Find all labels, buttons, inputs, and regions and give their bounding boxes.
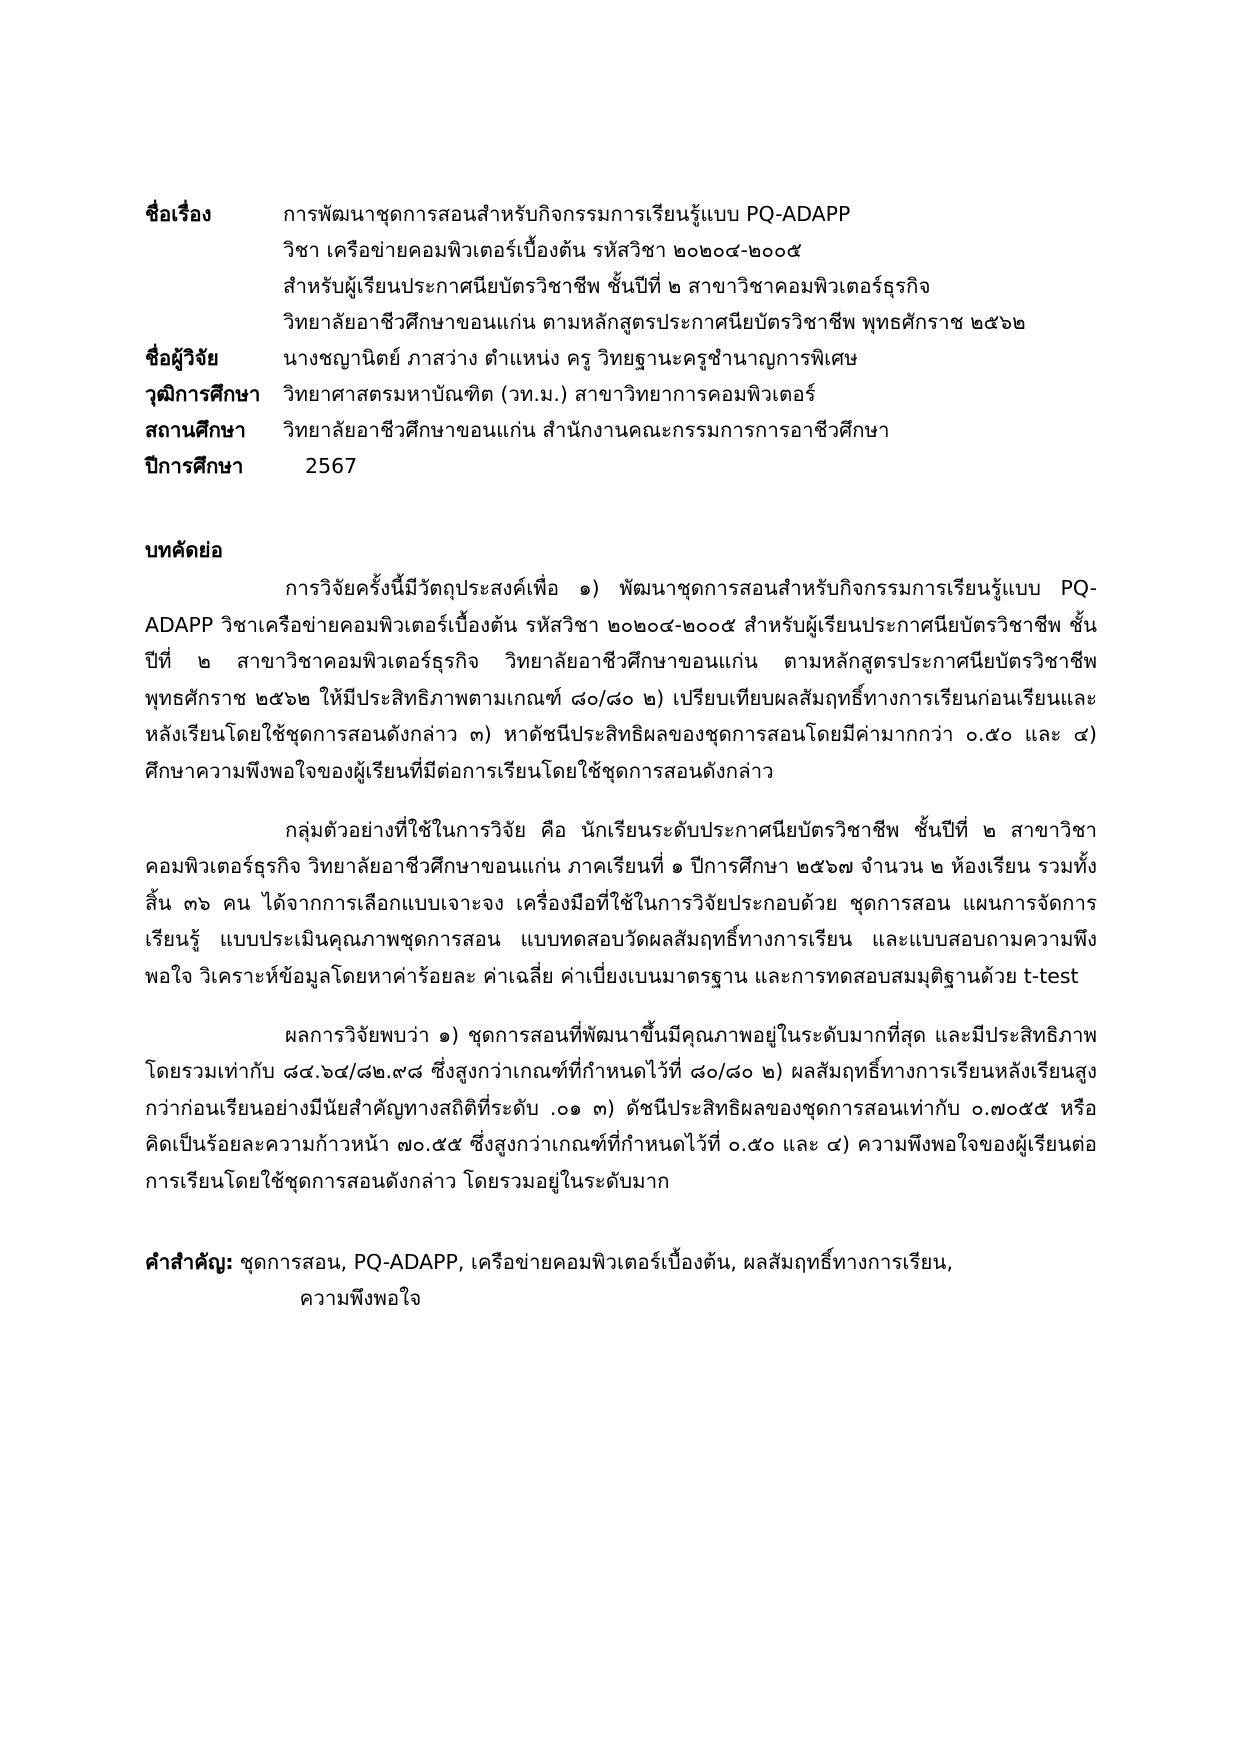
meta-row-qualification (145, 376, 1097, 412)
keywords-label: คำสำคัญ: (145, 1249, 234, 1274)
meta-value-researcher: นางชญานิตย์ ภาสว่าง ตำแหน่ง ครู วิทยฐานะครูชำนาญการพิเศษ (283, 346, 858, 370)
meta-value-qualification: วิทยาศาสตรมหาบัณฑิต (วท.ม.) สาขาวิทยาการคอมพิวเตอร์ (283, 382, 816, 406)
meta-value-title-line4: วิทยาลัยอาชีวศึกษาขอนแก่น ตามหลักสูตรประกาศนียบัตรวิชาชีพ พุทธศักราช ๒๕๖๒ (283, 310, 1026, 334)
document-content (145, 196, 1097, 1316)
abstract-paragraph-sample-text: กลุ่มตัวอย่างที่ใช้ในการวิจัย คือ นักเรียนระดับประกาศนียบัตรวิชาชีพ ชั้นปีที่ ๒ สาขาวิชาคอมพิวเตอร์ธุรกิจ วิทยาลัยอาชีวศึกษาขอนแก่น ภาคเรียนที่ ๑ ปีการศึกษา ๒๕๖๗ จำนวน ๒ ห้องเรียน รวมทั้งสิ้น ๓๖ คน ได้จากการเลือกแบบเจาะจง เครื่องมือที่ใช้ในการวิจัยประกอบด้วย ชุดการสอน แผนการจัดการเรียนรู้ แบบประเมินคุณภาพชุดการสอน แบบทดสอบวัดผลสัมฤทธิ์ทางการเรียน และแบบสอบถามความพึงพอใจ วิเคราะห์ข้อมูลโดยหาค่าร้อยละ ค่าเฉลี่ย ค่าเบี่ยงเบนมาตรฐาน และการทดสอบสมมุติฐานด้วย t-test (145, 817, 1097, 988)
keywords-line2: ความพึงพอใจ (299, 1285, 422, 1310)
meta-row-institution (145, 412, 1097, 448)
meta-row-title-cont1 (145, 232, 1097, 268)
abstract-paragraph-results (145, 1017, 1097, 1200)
meta-row-researcher (145, 340, 1097, 376)
abstract-paragraph-results-text: ผลการวิจัยพบว่า ๑) ชุดการสอนที่พัฒนาขึ้นมีคุณภาพอยู่ในระดับมากที่สุด และมีประสิทธิภาพโดยรวมเท่ากับ ๘๔.๖๔/๘๒.๙๘ ซึ่งสูงกว่าเกณฑ์ที่กำหนดไว้ที่ ๘๐/๘๐ ๒) ผลสัมฤทธิ์ทางการเรียนหลังเรียนสูงกว่าก่อนเรียนอย่างมีนัยสำคัญทางสถิติที่ระดับ .๐๑ ๓) ดัชนีประสิทธิผลของชุดการสอนเท่ากับ ๐.๗๐๕๕ หรือคิดเป็นร้อยละความก้าวหน้า ๗๐.๕๕ ซึ่งสูงกว่าเกณฑ์ที่กำหนดไว้ที่ ๐.๕๐ และ ๔) ความพึงพอใจของผู้เรียนต่อการเรียนโดยใช้ชุดการสอนดังกล่าว โดยรวมอยู่ในระดับมาก (145, 1022, 1097, 1193)
keywords-values (234, 1244, 1097, 1316)
meta-label-researcher: ชื่อผู้วิจัย (145, 346, 219, 370)
keywords-block (145, 1244, 1097, 1316)
abstract-paragraph-objectives (145, 570, 1097, 790)
meta-row-title-cont2 (145, 268, 1097, 304)
meta-value-academic-year: 2567 (305, 454, 358, 478)
meta-row-title (145, 196, 1097, 232)
meta-row-title-cont3 (145, 304, 1097, 340)
abstract-paragraph-objectives-text: การวิจัยครั้งนี้มีวัตถุประสงค์เพื่อ ๑) พัฒนาชุดการสอนสำหรับกิจกรรมการเรียนรู้แบบ PQ-ADAPP วิชาเครือข่ายคอมพิวเตอร์เบื้องต้น รหัสวิชา ๒๐๒๐๔-๒๐๐๕ สำหรับผู้เรียนประกาศนียบัตรวิชาชีพ ชั้นปีที่ ๒ สาขาวิชาคอมพิวเตอร์ธุรกิจ วิทยาลัยอาชีวศึกษาขอนแก่น ตามหลักสูตรประกาศนียบัตรวิชาชีพพุทธศักราช ๒๕๖๒ ให้มีประสิทธิภาพตามเกณฑ์ ๘๐/๘๐ ๒) เปรียบเทียบผลสัมฤทธิ์ทางการเรียนก่อนเรียนและหลังเรียนโดยใช้ชุดการสอนดังกล่าว ๓) หาดัชนีประสิทธิผลของชุดการสอนโดยมีค่ามากกว่า ๐.๕๐ และ ๔) ศึกษาความพึงพอใจของผู้เรียนที่มีต่อการเรียนโดยใช้ชุดการสอนดังกล่าว (145, 576, 1097, 783)
meta-label-qualification: วุฒิการศึกษา (145, 382, 261, 406)
meta-value-title-line2: วิชา เครือข่ายคอมพิวเตอร์เบื้องต้น รหัสวิชา ๒๐๒๐๔-๒๐๐๕ (283, 238, 802, 262)
keywords-line1: ชุดการสอน, PQ-ADAPP, เครือข่ายคอมพิวเตอร์เบื้องต้น, ผลสัมฤทธิ์ทางการเรียน, (239, 1249, 953, 1274)
meta-value-institution: วิทยาลัยอาชีวศึกษาขอนแก่น สำนักงานคณะกรรมการการอาชีวศึกษา (283, 418, 890, 442)
meta-row-academic-year (145, 448, 1097, 484)
meta-label-title: ชื่อเรื่อง (145, 202, 212, 226)
meta-label-academic-year: ปีการศึกษา (145, 454, 244, 478)
title-meta-block (145, 196, 1097, 484)
abstract-paragraph-sample (145, 812, 1097, 995)
meta-value-title-line1: การพัฒนาชุดการสอนสำหรับกิจกรรมการเรียนรู้แบบ PQ-ADAPP (283, 202, 851, 226)
abstract-heading: บทคัดย่อ (145, 538, 223, 562)
meta-label-institution: สถานศึกษา (145, 418, 246, 442)
meta-value-title-line3: สำหรับผู้เรียนประกาศนียบัตรวิชาชีพ ชั้นปีที่ ๒ สาขาวิชาคอมพิวเตอร์ธุรกิจ (283, 274, 931, 298)
